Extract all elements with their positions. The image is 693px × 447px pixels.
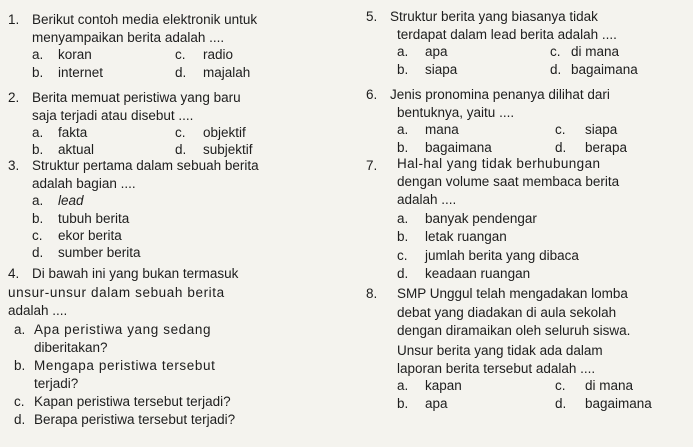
option-text: siapa: [585, 122, 618, 137]
question-stem-line: Berita memuat peristiwa yang baru: [32, 90, 241, 105]
question-number: 8.: [366, 286, 378, 301]
option-text: lead: [58, 193, 84, 208]
option-text: objektif: [203, 125, 246, 140]
option-letter: a.: [397, 44, 409, 59]
option-text: sumber berita: [58, 245, 141, 260]
option-text: di mana: [571, 44, 620, 59]
question-stem-line: dengan volume saat membaca berita: [397, 174, 620, 189]
option-letter: c.: [175, 125, 186, 140]
option-text: fakta: [58, 125, 88, 140]
option-text: subjektif: [203, 142, 253, 157]
option-letter: b.: [32, 65, 44, 80]
option-letter: c.: [397, 248, 408, 263]
question-stem-line: bentuknya, yaitu ....: [397, 105, 515, 120]
option-letter: b.: [32, 211, 44, 226]
question-stem-line: adalah ....: [397, 192, 457, 207]
option-letter: a.: [397, 211, 409, 226]
option-text: apa: [425, 396, 448, 411]
option-letter: b.: [397, 229, 409, 244]
option-text: Mengapa peristiwa tersebut: [34, 358, 216, 373]
option-text: tubuh berita: [58, 211, 130, 226]
question-stem-line: Struktur pertama dalam sebuah berita: [32, 158, 259, 173]
question-number: 1.: [8, 12, 20, 27]
option-text: radio: [203, 47, 234, 62]
question-stem-line: Struktur berita yang biasanya tidak: [390, 9, 598, 24]
option-letter: c.: [555, 122, 566, 137]
question-number: 5.: [366, 9, 378, 24]
option-letter: a.: [32, 125, 44, 140]
option-text: Kapan peristiwa tersebut terjadi?: [34, 394, 231, 409]
option-text: banyak pendengar: [425, 211, 537, 226]
question-stem-line: SMP Unggul telah mengadakan lomba: [397, 286, 628, 301]
option-letter: c.: [175, 47, 186, 62]
option-letter: d.: [175, 65, 187, 80]
option-letter: d.: [550, 62, 562, 77]
question-stem-line: Berikut contoh media elektronik untuk: [32, 12, 258, 27]
option-letter: a.: [14, 322, 26, 337]
option-letter: d.: [175, 142, 187, 157]
option-letter: a.: [32, 193, 44, 208]
question-number: 3.: [8, 158, 20, 173]
question-stem-line: debat yang diadakan di aula sekolah: [397, 305, 617, 320]
option-text: Apa peristiwa yang sedang: [34, 322, 212, 337]
question-stem-line: Hal-hal yang tidak berhubungan: [397, 156, 601, 171]
option-letter: b.: [397, 396, 409, 411]
option-text: Berapa peristiwa tersebut terjadi?: [34, 412, 236, 427]
question-stem-line: Unsur berita yang tidak ada dalam: [397, 343, 603, 358]
option-text: terjadi?: [34, 376, 79, 391]
option-letter: d.: [397, 266, 409, 281]
option-text: ekor berita: [58, 228, 122, 243]
option-text: mana: [425, 122, 459, 137]
question-number: 4.: [8, 266, 20, 281]
option-letter: c.: [32, 228, 43, 243]
option-text: jumlah berita yang dibaca: [425, 248, 579, 263]
option-letter: c.: [14, 394, 25, 409]
option-text: diberitakan?: [34, 340, 108, 355]
question-stem-line: laporan berita tersebut adalah ....: [397, 361, 596, 376]
option-letter: d.: [14, 412, 26, 427]
option-letter: d.: [32, 245, 44, 260]
option-letter: c.: [555, 378, 566, 393]
option-letter: c.: [550, 44, 561, 59]
option-text: letak ruangan: [425, 229, 507, 244]
option-letter: a.: [397, 378, 409, 393]
question-stem-line: adalah bagian ....: [32, 176, 136, 191]
question-number: 7.: [366, 158, 378, 173]
question-stem-line: Jenis pronomina penanya dilihat dari: [390, 87, 610, 102]
option-text: bagaimana: [571, 62, 638, 77]
option-text: di mana: [585, 378, 634, 393]
option-text: bagaimana: [585, 396, 652, 411]
option-letter: a.: [32, 47, 44, 62]
question-number: 2.: [8, 90, 20, 105]
option-letter: b.: [397, 62, 409, 77]
question-number: 6.: [366, 87, 378, 102]
question-stem-line: unsur-unsur dalam sebuah berita: [8, 285, 225, 300]
option-letter: b.: [397, 140, 409, 155]
option-text: keadaan ruangan: [425, 266, 531, 281]
option-text: apa: [425, 44, 448, 59]
question-stem-line: menyampaikan berita adalah ....: [32, 30, 225, 45]
question-stem-line: terdapat dalam lead berita adalah ....: [397, 27, 617, 42]
option-letter: b.: [14, 358, 26, 373]
option-text: kapan: [425, 378, 462, 393]
option-letter: d.: [555, 140, 567, 155]
option-text: berapa: [585, 140, 628, 155]
question-stem-line: adalah ....: [8, 303, 68, 318]
option-letter: a.: [397, 122, 409, 137]
option-text: bagaimana: [425, 140, 492, 155]
option-text: siapa: [425, 62, 458, 77]
question-stem-line: dengan diramaikan oleh seluruh siswa.: [397, 323, 631, 338]
option-letter: d.: [555, 396, 567, 411]
option-text: koran: [58, 47, 92, 62]
question-stem-line: Di bawah ini yang bukan termasuk: [32, 266, 239, 281]
option-letter: b.: [32, 142, 44, 157]
option-text: internet: [58, 65, 104, 80]
option-text: majalah: [203, 65, 251, 80]
option-text: aktual: [58, 142, 95, 157]
question-stem-line: saja terjadi atau disebut ....: [32, 108, 194, 123]
